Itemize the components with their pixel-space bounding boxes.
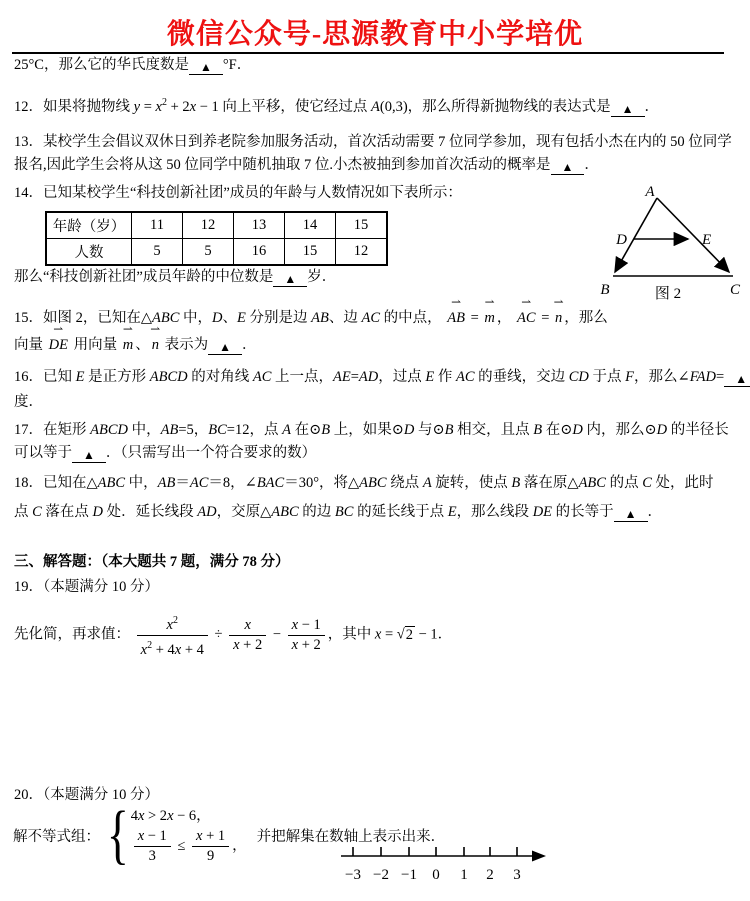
system-rows xyxy=(131,806,247,865)
question-19-heading: 19．（本题满分 10 分） xyxy=(14,579,159,595)
tick-label: 1 xyxy=(460,867,468,883)
age-table-row-ages xyxy=(46,212,387,239)
vertex-label-b: B xyxy=(600,282,610,298)
tick-label: −1 xyxy=(401,867,417,883)
question-15-line-2: 向量 DE ⇀ 用向量 m ⇀ 、 n ⇀ 表示为 ▲ ． xyxy=(14,334,256,356)
figure-2-triangle xyxy=(575,168,750,308)
system-instruction: 并把解集在数轴上表示出来． xyxy=(256,828,446,845)
age-table-cell: 5 xyxy=(183,239,234,266)
age-table-cell: 15 xyxy=(285,239,336,266)
question-11-continuation: 25°C，那么它的华氏度数是 ▲ °F． xyxy=(14,57,252,74)
question-18-line-2: 点 C 落在点 D 处．延长线段 AD，交原△ABC 的边 BC 的延长线于点 E，那么线段 DE 的长等于 ▲ ． xyxy=(14,504,663,521)
question-19-expression: 先化简，再求值： $\frac{x^2}{x^2 + 4x + 4}$ ÷ $\frac{x}{x + 2}$ − $\frac{x - 1}{x + 2}$ ，其中 x = √2 − 1． xyxy=(14,612,452,659)
number-line xyxy=(333,839,563,894)
question-13-line-1: 13．某校学生会倡议双休日到养老院参加服务活动，首次活动需要 7 位同学参加，现有包括小杰在内的 50 位同学 xyxy=(14,134,732,150)
system-brace: { xyxy=(106,798,129,871)
question-14-conclusion: 那么“科技创新社团”成员年龄的中位数是 ▲ 岁． xyxy=(14,269,337,286)
vertex-label-c: C xyxy=(729,282,741,298)
question-13-line-2: 报名,因此学生会将从这 50 位同学中随机抽取 7 位.小杰被抽到参加首次活动的概率是 ▲ ． xyxy=(14,157,599,174)
vertex-label-a: A xyxy=(645,184,655,200)
question-20-heading: 20．（本题满分 10 分） xyxy=(14,787,159,803)
number-line-arrowhead xyxy=(532,851,546,862)
tick-label: 3 xyxy=(513,867,521,883)
question-17-line-2: 可以等于 ▲ ．（只需写出一个符合要求的数） xyxy=(14,445,317,462)
inequality-1: 4x > 2x − 6， xyxy=(130,807,211,824)
side-ac xyxy=(657,198,729,272)
question-18-line-1: 18．已知在△ABC 中，AB＝AC＝8，∠BAC＝30°，将△ABC 绕点 A 旋转，使点 B 落在原△ABC 的点 C 处，此时 xyxy=(14,475,714,491)
age-table-cell: 人数 xyxy=(46,239,132,266)
tick-label: −2 xyxy=(373,867,389,883)
age-table-row-counts xyxy=(46,239,387,266)
age-table-cell: 14 xyxy=(285,212,336,239)
point-label-e: E xyxy=(702,232,712,248)
question-12: 12．如果将抛物线 $y = x^2 + 2x - 1$ 向上平移，使它经过点 A(0,3)，那么所得新抛物线的表达式是 ▲ ． xyxy=(14,97,660,116)
age-table-cell: 11 xyxy=(132,212,183,239)
age-table-cell: 15 xyxy=(336,212,388,239)
age-table-cell: 12 xyxy=(183,212,234,239)
question-17-line-1: 17．在矩形 ABCD 中，AB=5，BC=12，点 A 在⊙B 上，如果⊙D 与⊙B 相交，且点 B 在⊙D 内，那么⊙D 的半径长 xyxy=(14,422,729,438)
question-16-line-1: 16．已知 E 是正方形 ABCD 的对角线 AC 上一点，AE=AD，过点 E 作 AC 的垂线，交边 CD 于点 F，那么∠FAD= ▲ xyxy=(14,366,750,388)
tick-label: 2 xyxy=(486,867,494,883)
age-table-cell: 5 xyxy=(132,239,183,266)
question-15-line-1: 15．如图 2，已知在△ABC 中，D、E 分别是边 AB、边 AC 的中点， AB ⇀ = m ⇀ ， AC ⇀ = n ⇀ ，那么 xyxy=(14,307,608,329)
inequality-2: $\frac{x - 1}{3}$ ≤ $\frac{x + 1}{9}$ ， xyxy=(131,828,247,865)
page-title: 微信公众号-思源教育中小学培优 xyxy=(166,19,584,50)
tick-label: −3 xyxy=(345,867,361,883)
question-14: 14．已知某校学生“科技创新社团”成员的年龄与人数情况如下表所示： xyxy=(14,185,462,201)
section-3-heading: 三、解答题：（本大题共 7 题，满分 78 分） xyxy=(14,554,290,570)
age-table-cell: 12 xyxy=(336,239,388,266)
system-label: 解不等式组： xyxy=(13,828,100,845)
tick-label: 0 xyxy=(432,867,440,883)
age-table xyxy=(45,211,388,266)
figure-caption: 图 2 xyxy=(654,286,682,302)
point-label-d: D xyxy=(616,232,627,248)
age-table-cell: 年龄（岁） xyxy=(46,212,132,239)
age-table-cell: 16 xyxy=(234,239,285,266)
age-table-cell: 13 xyxy=(234,212,285,239)
question-16-line-2: 度． xyxy=(14,394,43,410)
